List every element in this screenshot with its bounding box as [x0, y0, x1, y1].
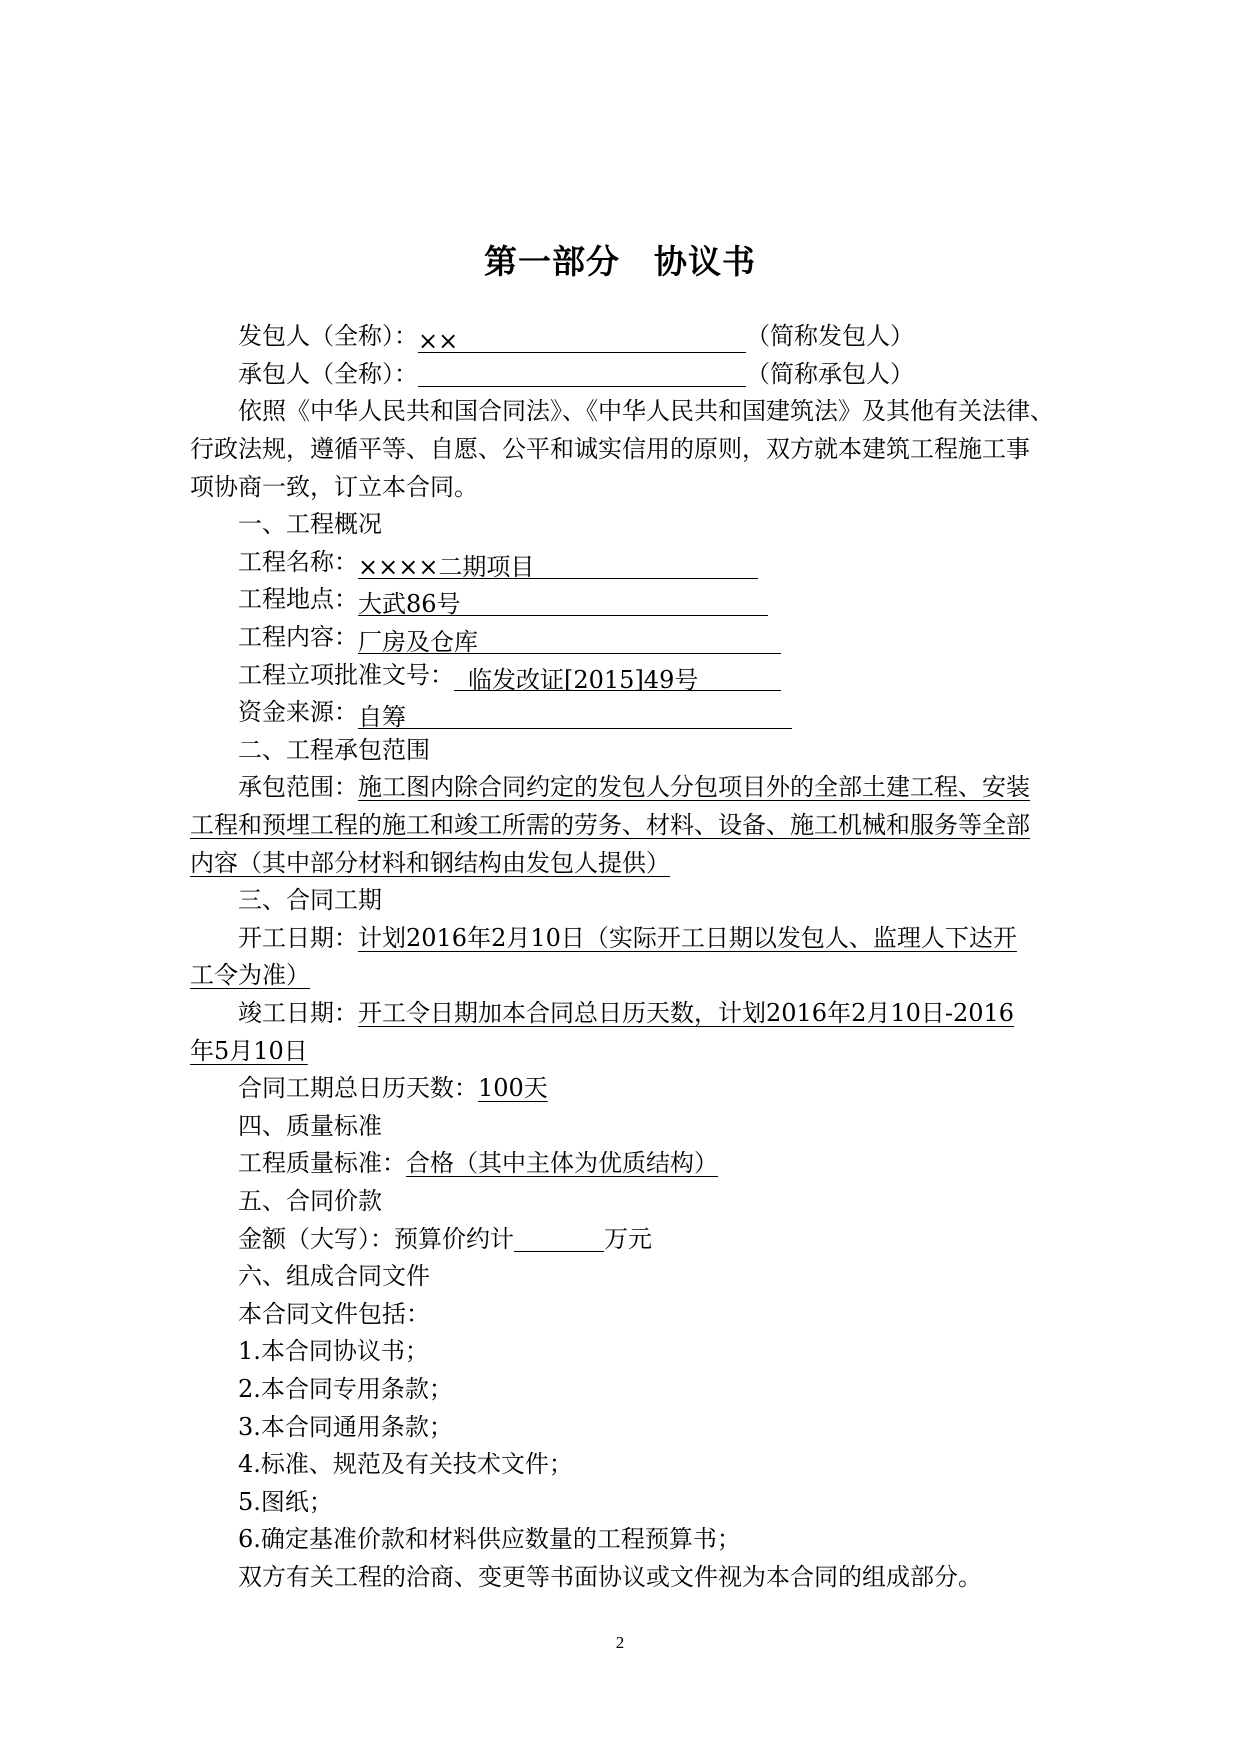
document-item: 6.确定基准价款和材料供应数量的工程预算书；	[238, 1525, 741, 1553]
completion-date-line-2	[190, 1036, 308, 1066]
start-date-line-1	[238, 923, 1017, 953]
project-location-field	[358, 589, 768, 616]
quality-standard-label: 工程质量标准：	[238, 1149, 406, 1177]
approval-number-field	[454, 665, 781, 694]
start-date-label: 开工日期：	[238, 924, 358, 952]
project-location-line	[238, 584, 768, 616]
project-name-line	[238, 547, 758, 579]
employer-label: 发包人（全称）：	[238, 322, 418, 350]
section-6-heading: 六、组成合同文件	[238, 1262, 430, 1290]
project-location-label: 工程地点：	[238, 585, 358, 613]
completion-date-text-2: 年5月10日	[190, 1037, 308, 1065]
total-days-line	[238, 1073, 548, 1103]
contract-amount-unit: 万元	[604, 1225, 652, 1253]
completion-date-line-1	[238, 998, 1014, 1028]
contractor-abbr: （简称承包人）	[746, 360, 914, 388]
document-item: 1.本合同协议书；	[238, 1337, 429, 1365]
contract-amount-field	[514, 1225, 604, 1252]
section-2-heading: 二、工程承包范围	[238, 736, 430, 764]
page-number: 2	[615, 1633, 625, 1652]
total-days-value: 100天	[478, 1074, 548, 1102]
funding-source-line	[238, 697, 792, 729]
funding-source-field	[358, 702, 792, 729]
employer-line	[238, 321, 914, 353]
start-date-text-1: 计划2016年2月10日（实际开工日期以发包人、监理人下达开	[358, 924, 1017, 952]
scope-text-3: 内容（其中部分材料和钢结构由发包人提供）	[190, 849, 670, 877]
documents-intro: 本合同文件包括：	[238, 1300, 430, 1328]
scope-line-2	[190, 810, 1030, 840]
project-content-label: 工程内容：	[238, 623, 358, 651]
project-location-value: 大武86号	[358, 590, 461, 618]
contract-amount-label: 金额（大写）：预算价约计	[238, 1225, 514, 1253]
start-date-line-2	[190, 960, 310, 990]
section-1-heading: 一、工程概况	[238, 510, 382, 538]
contractor-label: 承包人（全称）：	[238, 360, 418, 388]
preamble-line-3: 项协商一致，订立本合同。	[190, 473, 478, 501]
contract-amount-line	[238, 1224, 652, 1254]
project-name-value: ××××二期项目	[358, 553, 535, 581]
section-4-heading: 四、质量标准	[238, 1112, 382, 1140]
employer-name: ××	[418, 327, 459, 355]
scope-line-3	[190, 848, 670, 878]
project-name-field	[358, 552, 758, 579]
documents-closing: 双方有关工程的洽商、变更等书面协议或文件视为本合同的组成部分。	[238, 1563, 982, 1591]
quality-standard-value: 合格（其中主体为优质结构）	[406, 1149, 718, 1177]
completion-date-label: 竣工日期：	[238, 999, 358, 1027]
start-date-text-2: 工令为准）	[190, 961, 310, 989]
project-name-label: 工程名称：	[238, 548, 358, 576]
project-content-field	[358, 627, 781, 654]
contractor-line	[238, 359, 914, 389]
employer-abbr: （简称发包人）	[746, 322, 914, 350]
scope-text-1: 施工图内除合同约定的发包人分包项目外的全部土建工程、安装	[358, 773, 1030, 801]
scope-line-1	[238, 772, 1030, 802]
scope-label: 承包范围：	[238, 773, 358, 801]
completion-date-text-1: 开工令日期加本合同总日历天数，计划2016年2月10日-2016	[358, 999, 1015, 1027]
preamble-line-1: 依照《中华人民共和国合同法》、《中华人民共和国建筑法》及其他有关法律、	[238, 397, 1054, 425]
section-3-heading: 三、合同工期	[238, 886, 382, 914]
project-content-line	[238, 622, 781, 654]
funding-source-label: 资金来源：	[238, 698, 358, 726]
approval-number-line	[238, 660, 781, 694]
document-item: 2.本合同专用条款；	[238, 1375, 453, 1403]
scope-text-2: 工程和预埋工程的施工和竣工所需的劳务、材料、设备、施工机械和服务等全部	[190, 811, 1030, 839]
project-content-value: 厂房及仓库	[358, 628, 478, 656]
total-days-label: 合同工期总日历天数：	[238, 1074, 478, 1102]
document-item: 3.本合同通用条款；	[238, 1413, 453, 1441]
contractor-name-field	[418, 360, 746, 387]
funding-source-value: 自筹	[358, 703, 406, 731]
approval-number-label: 工程立项批准文号：	[238, 661, 454, 689]
document-item: 4.标准、规范及有关技术文件；	[238, 1450, 573, 1478]
page-title: 第一部分 协议书	[484, 242, 756, 281]
preamble-line-2: 行政法规，遵循平等、自愿、公平和诚实信用的原则，双方就本建筑工程施工事	[190, 435, 1030, 463]
employer-name-field	[418, 326, 746, 353]
document-item: 5.图纸；	[238, 1488, 333, 1516]
section-5-heading: 五、合同价款	[238, 1187, 382, 1215]
approval-number-value: 临发改证[2015]49号	[468, 666, 699, 694]
quality-standard-line	[238, 1148, 718, 1178]
